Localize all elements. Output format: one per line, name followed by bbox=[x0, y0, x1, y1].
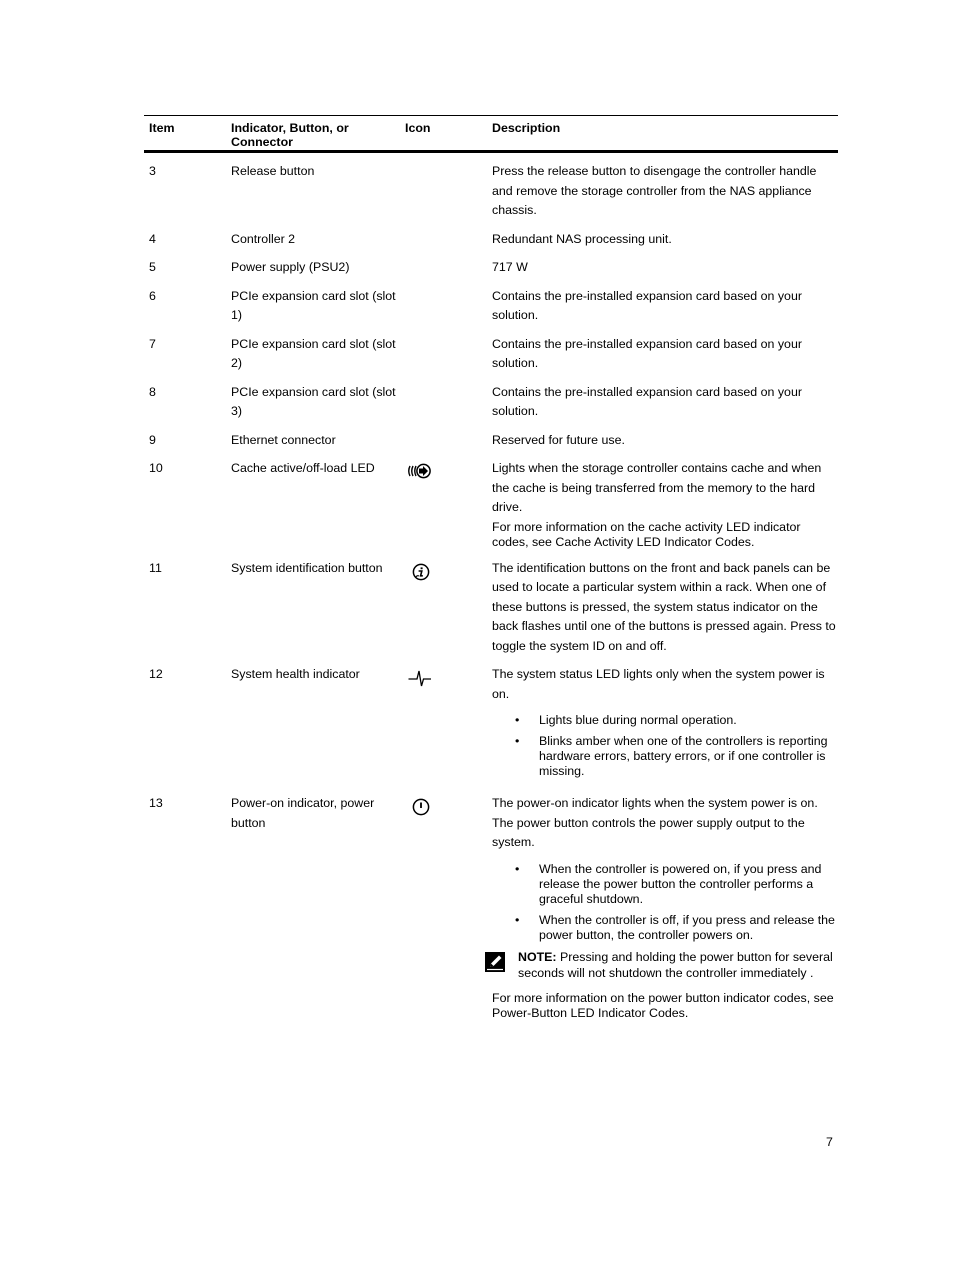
row-icon-cell bbox=[405, 794, 492, 1021]
row-indicator: PCIe expansion card slot (slot 3) bbox=[231, 384, 396, 418]
row-description: 717 W bbox=[492, 260, 528, 274]
row-description: For more information on the power button indicator codes, see Power-Button LED Indicator Codes. bbox=[492, 990, 834, 1020]
list-item: • Lights blue during normal operation. bbox=[515, 713, 836, 728]
row-icon-cell bbox=[405, 431, 492, 451]
row-description: The identification buttons on the front and back panels can be used to locate a particular system within a rack. When one of these buttons is pressed, the system status indicator on the back flashes until one of the buttons is pressed again. Press to toggle the system ID on and off. bbox=[492, 560, 836, 653]
row-description: Reserved for future use. bbox=[492, 432, 625, 447]
row-icon-cell bbox=[405, 383, 492, 422]
table-row bbox=[144, 656, 838, 785]
component-table bbox=[144, 115, 838, 1021]
row-indicator: PCIe expansion card slot (slot 2) bbox=[231, 336, 396, 370]
note-block bbox=[492, 949, 836, 981]
note-text: Pressing and holding the power button for several seconds will not shutdown the controller immediately . bbox=[518, 949, 833, 980]
header-icon: Icon bbox=[405, 121, 431, 135]
table-row bbox=[144, 450, 838, 550]
power-icon bbox=[411, 797, 431, 817]
row-item: 13 bbox=[149, 796, 163, 810]
row-item: 3 bbox=[149, 164, 156, 178]
table-row bbox=[144, 278, 838, 326]
row-indicator: Controller 2 bbox=[231, 231, 296, 246]
table-row bbox=[144, 550, 838, 657]
list-item: • When the controller is powered on, if you press and release the power button the controller performs a graceful shutdown. bbox=[515, 862, 836, 907]
table-row bbox=[144, 157, 838, 221]
row-icon-cell bbox=[405, 287, 492, 326]
system-health-icon bbox=[408, 668, 432, 688]
table-row bbox=[144, 785, 838, 1021]
row-indicator: Release button bbox=[231, 164, 315, 178]
row-icon-cell bbox=[405, 230, 492, 250]
row-description: Contains the pre-installed expansion card based on your solution. bbox=[492, 384, 802, 418]
table-row bbox=[144, 374, 838, 422]
row-indicator: System identification button bbox=[231, 560, 383, 575]
row-description: Redundant NAS processing unit. bbox=[492, 231, 672, 246]
row-description: The system status LED lights only when the system power is on. bbox=[492, 667, 825, 701]
header-item: Item bbox=[149, 121, 175, 135]
row-icon-cell bbox=[405, 258, 492, 278]
row-indicator: Power-on indicator, power button bbox=[231, 796, 375, 830]
row-indicator: Power supply (PSU2) bbox=[231, 260, 350, 274]
table-header bbox=[144, 115, 838, 153]
note-text-block bbox=[518, 949, 836, 981]
row-item: 4 bbox=[149, 231, 156, 246]
table-row bbox=[144, 326, 838, 374]
row-item: 9 bbox=[149, 432, 156, 447]
system-id-icon bbox=[411, 562, 431, 582]
row-description: Press the release button to disengage the controller handle and remove the storage controller from the NAS appliance chassis. bbox=[492, 164, 817, 217]
bullet-list bbox=[492, 862, 836, 943]
header-indicator: Indicator, Button, or Connector bbox=[231, 121, 349, 149]
table-row bbox=[144, 221, 838, 250]
row-indicator: Ethernet connector bbox=[231, 432, 336, 447]
row-icon-cell bbox=[405, 459, 492, 550]
row-icon-cell bbox=[405, 559, 492, 657]
row-item: 8 bbox=[149, 384, 156, 399]
table-row bbox=[144, 249, 838, 278]
cache-activity-icon bbox=[407, 462, 433, 480]
row-icon-cell bbox=[405, 665, 492, 785]
row-item: 5 bbox=[149, 260, 156, 274]
note-label: NOTE: bbox=[518, 949, 557, 964]
row-indicator: System health indicator bbox=[231, 667, 360, 681]
header-description: Description bbox=[492, 121, 561, 135]
row-description: Lights when the storage controller contains cache and when the cache is being transferred from the memory to the hard drive. bbox=[492, 461, 822, 514]
row-item: 7 bbox=[149, 336, 156, 351]
list-item: • When the controller is off, if you press and release the power button, the controller powers on. bbox=[515, 913, 836, 943]
page-number: 7 bbox=[826, 1135, 833, 1149]
note-pencil-icon bbox=[482, 951, 508, 973]
row-indicator: PCIe expansion card slot (slot 1) bbox=[231, 288, 396, 322]
row-description: Contains the pre-installed expansion card based on your solution. bbox=[492, 288, 802, 322]
row-description: Contains the pre-installed expansion card based on your solution. bbox=[492, 336, 802, 370]
row-item: 11 bbox=[149, 560, 162, 575]
row-item: 10 bbox=[149, 461, 163, 475]
table-row bbox=[144, 422, 838, 451]
row-icon-cell bbox=[405, 162, 492, 221]
row-indicator: Cache active/off-load LED bbox=[231, 461, 375, 475]
list-item: • Blinks amber when one of the controllers is reporting hardware errors, battery errors, or if one controller is missing. bbox=[515, 734, 836, 779]
row-item: 12 bbox=[149, 667, 163, 681]
row-icon-cell bbox=[405, 335, 492, 374]
row-description: The power-on indicator lights when the system power is on. The power button controls the power supply output to the system. bbox=[492, 796, 818, 849]
row-item: 6 bbox=[149, 288, 156, 303]
bullet-list bbox=[492, 713, 836, 779]
row-description: For more information on the cache activity LED indicator codes, see Cache Activity LED Indicator Codes. bbox=[492, 519, 801, 549]
